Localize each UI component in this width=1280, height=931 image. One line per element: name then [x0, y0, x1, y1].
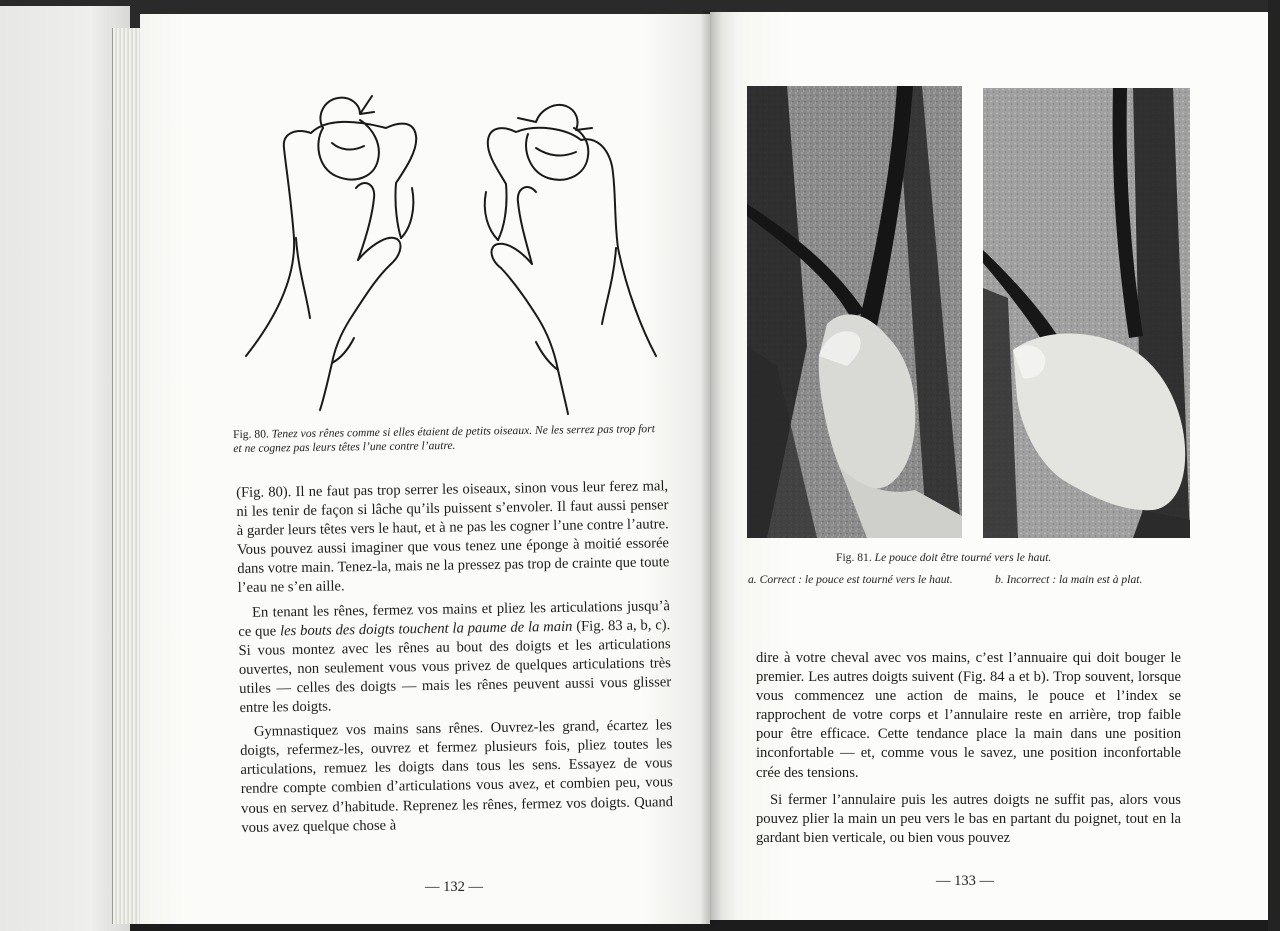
figure-80-label: Fig. 80.	[233, 427, 269, 441]
emphasized-text: les bouts des doigts touchent la paume de la main	[279, 618, 573, 639]
page-number-left: — 132 —	[425, 879, 483, 895]
body-paragraph	[756, 649, 1181, 783]
figure-81a-photo-correct-thumb-up	[747, 86, 962, 538]
figure-80-caption-text: Tenez vos rênes comme si elles étaient de petits oiseaux. Ne les serrez pas trop fort et ne cognez pas leurs têtes l’une contre l’autre.	[233, 422, 655, 455]
body-paragraph	[240, 716, 674, 837]
figure-81-caption-text: Le pouce doit être tourné vers le haut.	[874, 551, 1052, 564]
figure-80-hands-holding-birds-illustration	[236, 88, 666, 418]
book-gutter	[700, 10, 722, 924]
figure-81-label: Fig. 81.	[836, 551, 872, 564]
left-body-text	[236, 477, 674, 837]
right-body-text	[756, 649, 1181, 848]
paragraph-text: (Fig. 83 a, b, c). Si vous montez avec les rênes au bout des doigts et les articulations ouvertes, non seulement vous vous privez de quelques articulations très utiles — celles des doigts — mais les rênes peuvent aussi vous glisser entre les doigts.	[238, 616, 672, 717]
body-paragraph	[236, 477, 670, 598]
paragraph-text: Si fermer l’annulaire puis les autres doigts ne suffit pas, alors vous pouvez plier la main un peu vers le bas en partant du poignet, tout en la gardant bien verticale, ou bien vous pouvez	[756, 791, 1181, 846]
figure-81a-caption: a. Correct : le pouce est tourné vers le haut.	[748, 573, 953, 586]
body-paragraph	[756, 791, 1181, 848]
scan-right-edge	[1268, 0, 1280, 931]
scanner-margin	[0, 6, 130, 931]
figure-81b-photo-incorrect-flat-hand	[983, 88, 1190, 538]
body-paragraph	[238, 597, 672, 718]
paragraph-text: Gymnastiquez vos mains sans rênes. Ouvrez-les grand, écartez les doigts, refermez-les, ouvrez et fermez plusieurs fois, pliez toutes les articulations, remuez les doigts dans tous les sens. Essayez de vous rendre compte combien d’articulations vous avez, et combien peu, vous vous en servez d’habitude. Reprenez les rênes, fermez vos doigts. Quand vous avez quelque chose à	[240, 717, 674, 836]
page-number-right: — 133 —	[936, 873, 994, 889]
paragraph-text: En tenant les rênes, fermez vos mains et pliez les articulations jusqu’à ce que	[238, 597, 671, 640]
figure-81b-caption: b. Incorrect : la main est à plat.	[995, 573, 1143, 586]
paragraph-text: dire à votre cheval avec vos mains, c’est l’annuaire qui doit bouger le premier. Les autres doigts suivent (Fig. 84 a et b). Trop souvent, lorsque vous commencez une action de mains, le pouce et l’index se rapprochent de votre corps et l’annulaire reste en arrière, trop faible pour être efficace. Cette tendance place la main dans une position inconfortable — et, comme vous le savez, une position inconfortable crée des tensions.	[756, 650, 1181, 781]
figure-81-caption	[836, 551, 1176, 565]
paragraph-text: (Fig. 80). Il ne faut pas trop serrer les oiseaux, sinon vous leur ferez mal, ni les tenir de façon si lâche qu’ils puissent s’envoler. Il faut aussi penser à garder leurs têtes vers le haut, et à ne pas les cogner l’une contre l’autre. Vous pouvez aussi imaginer que vous tenez une éponge à moitié essorée dans votre main. Tenez-la, mais ne la pressez pas trop de crainte que toute l’eau ne s’en aille.	[236, 478, 670, 597]
